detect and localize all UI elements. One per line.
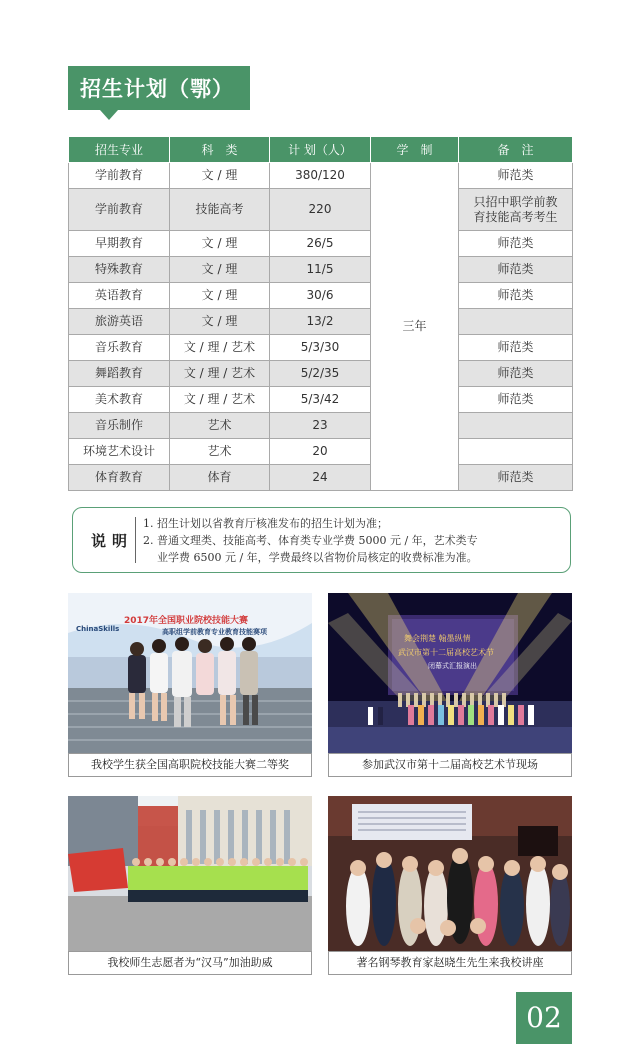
cell-plan: 23 (270, 413, 371, 439)
cell-category: 体育 (170, 465, 270, 491)
cell-category: 文 / 理 (170, 257, 270, 283)
banner-subtitle: 高职组学前教育专业教育技能赛项 (162, 628, 267, 636)
cell-major: 旅游英语 (69, 309, 170, 335)
table-row (69, 387, 573, 413)
photo-skills-competition (68, 593, 312, 753)
title-pointer (100, 110, 118, 120)
photo-piano-lecture (328, 796, 572, 951)
cell-plan: 13/2 (270, 309, 371, 335)
notes-text (143, 515, 561, 566)
cell-note: 只招中职学前教育技能高考考生 (459, 189, 573, 231)
table-row (69, 309, 573, 335)
header-note: 备 注 (459, 137, 573, 163)
cell-duration: 三年 (371, 163, 459, 491)
cell-plan: 5/2/35 (270, 361, 371, 387)
section-title: 招生计划（鄂） (68, 66, 250, 110)
table-row (69, 413, 573, 439)
cell-plan: 380/120 (270, 163, 371, 189)
cell-note: 师范类 (459, 257, 573, 283)
notes-divider (135, 517, 136, 563)
cell-major: 学前教育 (69, 189, 170, 231)
photo-marathon-volunteers (68, 796, 312, 951)
cell-category: 文 / 理 / 艺术 (170, 361, 270, 387)
photo-caption: 参加武汉市第十二届高校艺术节现场 (328, 753, 572, 777)
cell-plan: 20 (270, 439, 371, 465)
photo-caption: 我校师生志愿者为“汉马”加油助威 (68, 951, 312, 975)
note-line: 业学费 6500 元 / 年，学费最终以省物价局核定的收费标准为准。 (157, 551, 478, 564)
cell-category: 艺术 (170, 413, 270, 439)
cell-category: 文 / 理 (170, 283, 270, 309)
cell-major: 早期教育 (69, 231, 170, 257)
cell-note: 师范类 (459, 361, 573, 387)
cell-major: 学前教育 (69, 163, 170, 189)
table-row (69, 465, 573, 491)
table-header-row (69, 137, 573, 163)
table-row (69, 257, 573, 283)
cell-plan: 26/5 (270, 231, 371, 257)
cell-note: 师范类 (459, 283, 573, 309)
cell-note (459, 309, 573, 335)
table-row (69, 361, 573, 387)
cell-note (459, 439, 573, 465)
cell-category: 艺术 (170, 439, 270, 465)
banner-title: 2017年全国职业院校技能大赛 (124, 616, 249, 626)
cell-plan: 220 (270, 189, 371, 231)
cell-plan: 11/5 (270, 257, 371, 283)
cell-major: 体育教育 (69, 465, 170, 491)
cell-note: 师范类 (459, 163, 573, 189)
cell-note: 师范类 (459, 335, 573, 361)
note-line: 1. 招生计划以省教育厅核准发布的招生计划为准； (143, 517, 388, 530)
cell-major: 美术教育 (69, 387, 170, 413)
table-row (69, 335, 573, 361)
cell-plan: 30/6 (270, 283, 371, 309)
photo-caption: 著名钢琴教育家赵晓生先生来我校讲座 (328, 951, 572, 975)
photo-art-festival (328, 593, 572, 753)
enrollment-plan-table (68, 136, 573, 491)
cell-major: 音乐制作 (69, 413, 170, 439)
cell-plan: 24 (270, 465, 371, 491)
table-row (69, 283, 573, 309)
cell-note: 师范类 (459, 465, 573, 491)
table-row (69, 439, 573, 465)
screen-text-1: 舞会荆楚 翰墨纵情 (404, 634, 471, 643)
screen-text-3: 闭幕式汇报演出 (428, 662, 477, 670)
cell-plan: 5/3/30 (270, 335, 371, 361)
cell-category: 文 / 理 / 艺术 (170, 387, 270, 413)
photo-caption: 我校学生获全国高职院校技能大赛二等奖 (68, 753, 312, 777)
cell-plan: 5/3/42 (270, 387, 371, 413)
header-category: 科 类 (170, 137, 270, 163)
note-line: 2. 普通文理类、技能高考、体育类专业学费 5000 元 / 年，艺术类专 (143, 534, 478, 547)
notes-box (72, 507, 571, 573)
header-major: 招生专业 (69, 137, 170, 163)
cell-category: 文 / 理 (170, 309, 270, 335)
table-row (69, 163, 573, 189)
cell-category: 文 / 理 / 艺术 (170, 335, 270, 361)
table-row (69, 231, 573, 257)
cell-major: 音乐教育 (69, 335, 170, 361)
cell-category: 文 / 理 (170, 163, 270, 189)
cell-category: 技能高考 (170, 189, 270, 231)
chinaskills-logo: ChinaSkills (76, 625, 120, 633)
cell-major: 英语教育 (69, 283, 170, 309)
header-plan: 计 划（人） (270, 137, 371, 163)
cell-major: 特殊教育 (69, 257, 170, 283)
header-duration: 学 制 (371, 137, 459, 163)
cell-note: 师范类 (459, 387, 573, 413)
table-row (69, 189, 573, 231)
cell-note: 师范类 (459, 231, 573, 257)
cell-note (459, 413, 573, 439)
cell-major: 环境艺术设计 (69, 439, 170, 465)
notes-label: 说明 (91, 532, 134, 550)
cell-category: 文 / 理 (170, 231, 270, 257)
screen-text-2: 武汉市第十二届高校艺术节 (398, 648, 494, 657)
page-number: 02 (516, 992, 572, 1044)
cell-major: 舞蹈教育 (69, 361, 170, 387)
